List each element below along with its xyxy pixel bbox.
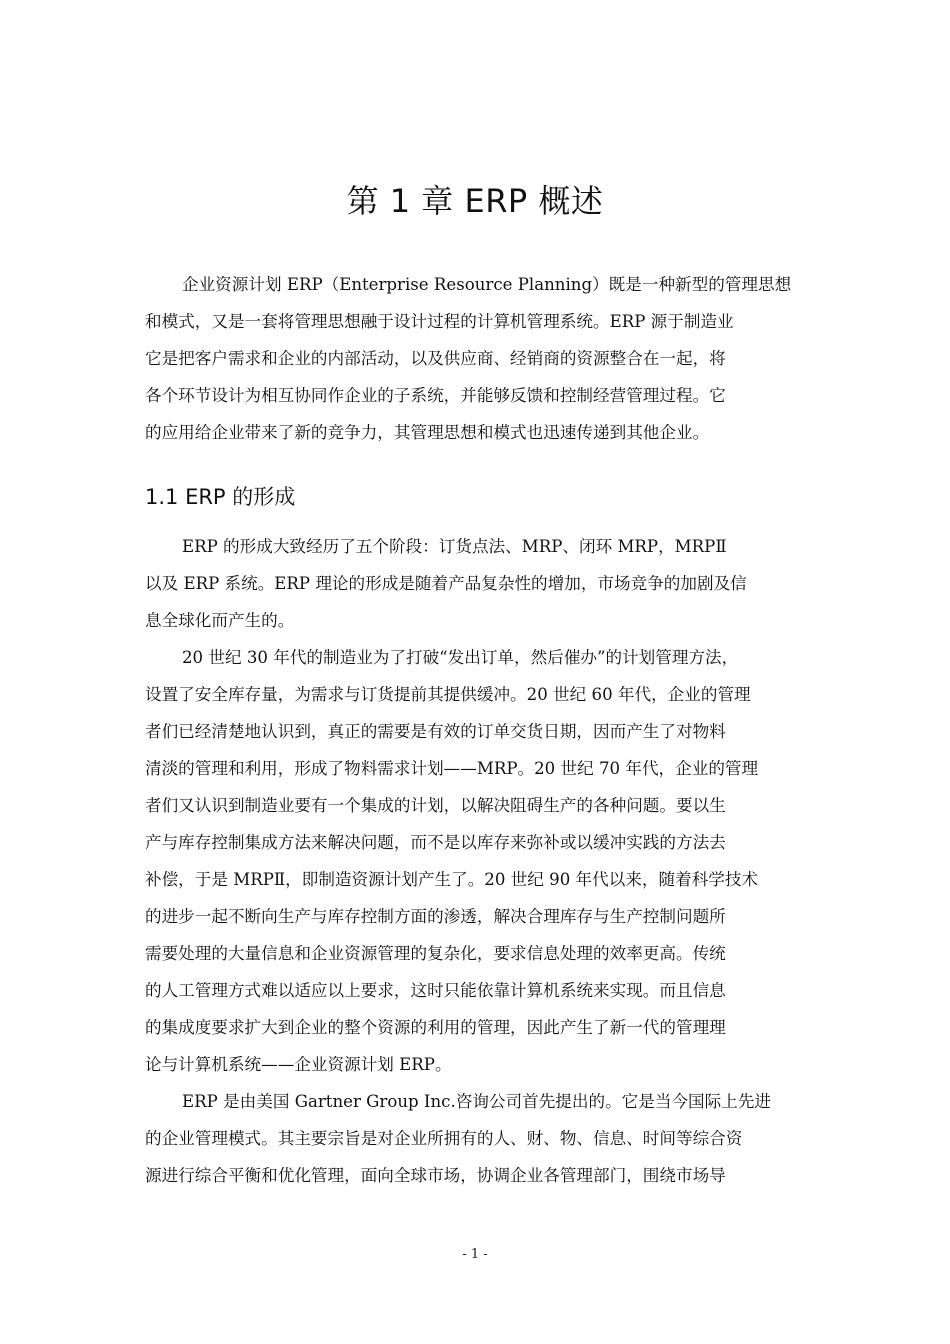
text-line: 源进行综合平衡和优化管理，面向全球市场，协调企业各管理部门，围绕市场导: [145, 1166, 726, 1185]
intro-paragraph: [145, 266, 810, 451]
text-line: 的人工管理方式难以适应以上要求，这时只能依靠计算机系统来实现。而且信息: [145, 981, 726, 1000]
text-line: 需要处理的大量信息和企业资源管理的复杂化，要求信息处理的效率更高。传统: [145, 944, 726, 963]
text-line: 者们又认识到制造业要有一个集成的计划，以解决阻碍生产的各种问题。要以生: [145, 796, 726, 815]
text-line: ERP 的形成大致经历了五个阶段：订货点法、MRP、闭环 MRP，MRPⅡ: [182, 537, 727, 556]
text-line: 的进步一起不断向生产与库存控制方面的渗透，解决合理库存与生产控制问题所: [145, 907, 726, 926]
text-line: 的企业管理模式。其主要宗旨是对企业所拥有的人、财、物、信息、时间等综合资: [145, 1129, 743, 1148]
section-body: [145, 528, 810, 1194]
text-line: 清淡的管理和利用，形成了物料需求计划——MRP。20 世纪 70 年代，企业的管理: [145, 759, 759, 778]
text-line: 者们已经清楚地认识到，真正的需要是有效的订单交货日期，因而产生了对物料: [145, 722, 726, 741]
text-line: 以及 ERP 系统。ERP 理论的形成是随着产品复杂性的增加，市场竞争的加剧及信: [145, 574, 747, 593]
text-line: 论与计算机系统——企业资源计划 ERP。: [145, 1055, 452, 1074]
paragraph: [145, 528, 810, 639]
text-line: 20 世纪 30 年代的制造业为了打破“发出订单，然后催办”的计划管理方法，: [182, 648, 739, 667]
paragraph: [145, 639, 810, 1083]
text-line: 企业资源计划 ERP（Enterprise Resource Planning）既是一种新型的管理思想: [182, 275, 792, 294]
text-line: 和模式，又是一套将管理思想融于设计过程的计算机管理系统。ERP 源于制造业: [145, 312, 734, 331]
text-line: 的集成度要求扩大到企业的整个资源的利用的管理，因此产生了新一代的管理理: [145, 1018, 726, 1037]
paragraph: [145, 1083, 810, 1194]
page-number: - 1 -: [462, 1247, 488, 1262]
text-line: 息全球化而产生的。: [145, 611, 295, 630]
text-line: 的应用给企业带来了新的竞争力，其管理思想和模式也迅速传递到其他企业。: [145, 423, 710, 442]
text-line: 它是把客户需求和企业的内部活动，以及供应商、经销商的资源整合在一起，将: [145, 349, 726, 368]
text-line: 设置了安全库存量，为需求与订货提前其提供缓冲。20 世纪 60 年代，企业的管理: [145, 685, 751, 704]
section-heading: 1.1 ERP 的形成: [145, 485, 296, 509]
text-line: 各个环节设计为相互协同作企业的子系统，并能够反馈和控制经营管理过程。它: [145, 386, 726, 405]
text-line: 补偿，于是 MRPⅡ，即制造资源计划产生了。20 世纪 90 年代以来，随着科学技术: [145, 870, 759, 889]
text-line: 产与库存控制集成方法来解决问题，而不是以库存来弥补或以缓冲实践的方法去: [145, 833, 726, 852]
text-line: ERP 是由美国 Gartner Group Inc.咨询公司首先提出的。它是当今国际上先进: [182, 1092, 772, 1111]
chapter-title: 第 1 章 ERP 概述: [346, 182, 604, 220]
